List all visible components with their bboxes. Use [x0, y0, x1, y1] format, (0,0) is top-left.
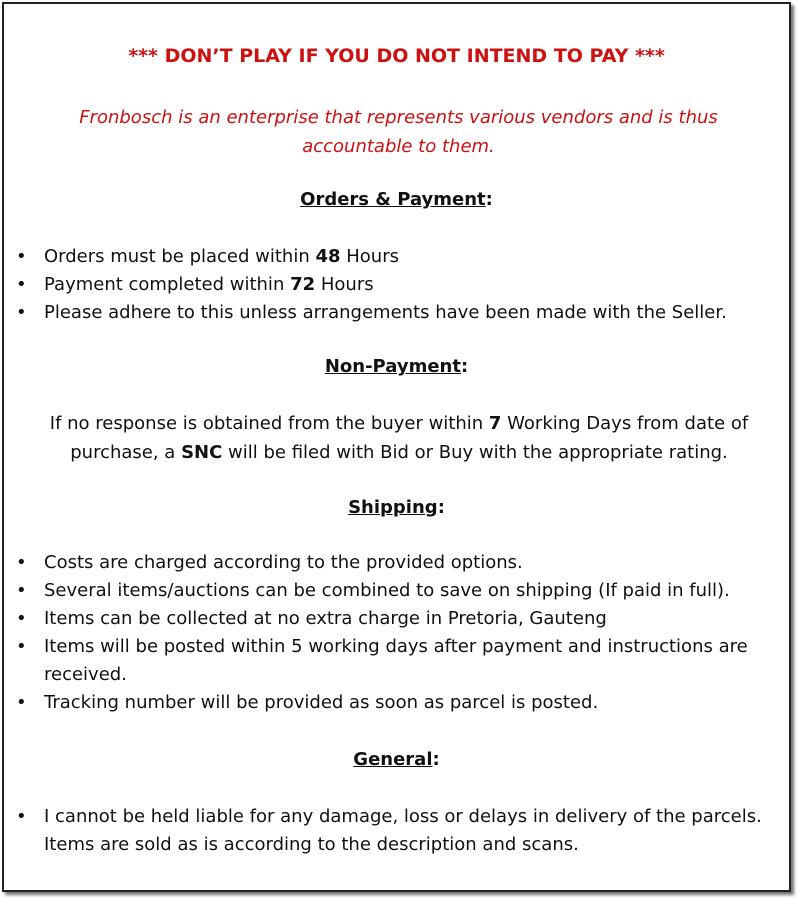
list-item [4, 243, 774, 271]
warning-title: *** DON’T PLAY IF YOU DO NOT INTEND TO PAY *** [128, 45, 665, 67]
shipping-item-2: Items can be collected at no extra charge in Pretoria, Gauteng [44, 608, 607, 629]
nonpayment-heading-label: Non-Payment [324, 356, 461, 377]
general-heading-label: General [353, 749, 433, 770]
shipping-heading-colon: : [437, 497, 445, 518]
list-item [4, 271, 774, 299]
nonpayment-p3: will be filed with Bid or Buy with the appropriate rating. [222, 442, 728, 463]
orders-item2-post: Hours [315, 274, 374, 295]
orders-item3: Please adhere to this unless arrangements have been made with the Seller. [44, 302, 727, 323]
shipping-item-3: Items will be posted within 5 working days after payment and instructions are received. [44, 636, 748, 685]
nonpayment-p2: Working Days from date of purchase, a [70, 413, 749, 463]
orders-item1-post: Hours [340, 246, 399, 267]
orders-heading [4, 189, 789, 210]
shipping-heading-label: Shipping [348, 497, 438, 518]
general-heading-colon: : [432, 749, 440, 770]
shipping-item-0: Costs are charged according to the provided options. [44, 552, 523, 573]
shipping-list [4, 549, 774, 717]
list-item [4, 605, 774, 633]
general-heading [4, 749, 789, 770]
list-item [4, 577, 774, 605]
orders-item2-bold: 72 [290, 274, 316, 295]
general-item1: I cannot be held liable for any damage, loss or delays in delivery of the parcels. Items are sold as is according to the description and scans. [44, 806, 762, 855]
shipping-heading [4, 497, 789, 518]
nonpayment-heading-colon: : [460, 356, 469, 377]
notice-frame [2, 2, 791, 892]
nonpayment-paragraph [14, 409, 784, 467]
shipping-item-1: Several items/auctions can be combined to save on shipping (If paid in full). [44, 580, 730, 601]
list-item [4, 549, 774, 577]
list-item [4, 803, 774, 859]
list-item [4, 299, 774, 327]
orders-heading-label: Orders & Payment [300, 189, 486, 210]
shipping-item-4: Tracking number will be provided as soon as parcel is posted. [44, 692, 599, 713]
orders-item2-pre: Payment completed within [44, 274, 291, 295]
nonpayment-b1: 7 [488, 413, 502, 434]
orders-list [4, 243, 774, 327]
list-item [4, 633, 774, 689]
nonpayment-b2: SNC [181, 442, 223, 463]
orders-item1-bold: 48 [315, 246, 341, 267]
orders-heading-colon: : [485, 189, 493, 210]
general-list [4, 803, 774, 859]
intro-text: Fronbosch is an enterprise that represents various vendors and is thus accountable to them. [79, 107, 718, 157]
nonpayment-heading [4, 356, 789, 377]
list-item [4, 689, 774, 717]
nonpayment-p1: If no response is obtained from the buyer within [49, 413, 489, 434]
orders-item1-pre: Orders must be placed within [44, 246, 316, 267]
